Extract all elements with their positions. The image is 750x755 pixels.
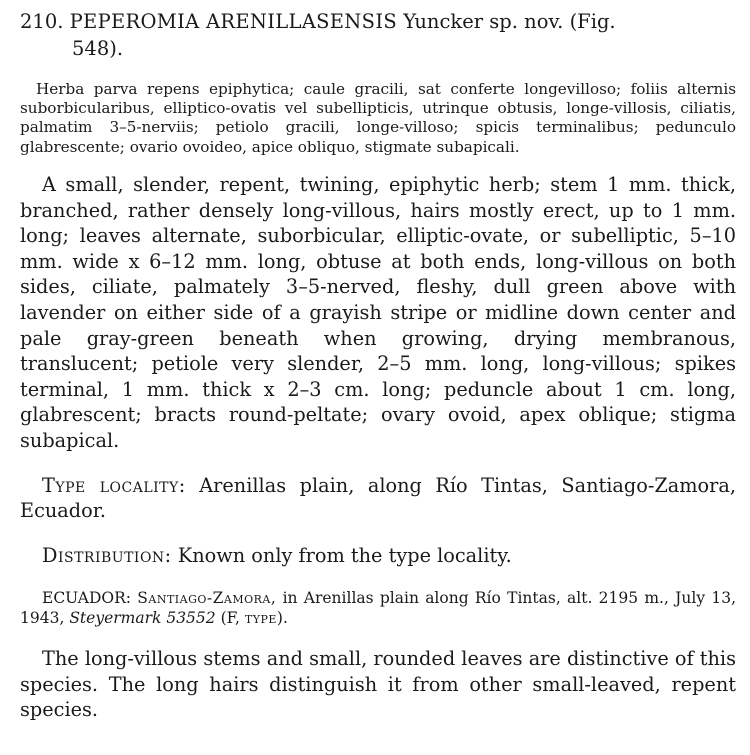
- distribution: [20, 543, 736, 569]
- species-number: 210.: [20, 10, 64, 33]
- specimen-citation: [20, 588, 736, 628]
- distribution-label: Distribution:: [42, 544, 172, 568]
- type-locality: [20, 473, 736, 524]
- document-page: [20, 0, 736, 742]
- species-name: PEPEROMIA ARENILLASENSIS: [69, 10, 397, 33]
- figure-reference: 548).: [72, 37, 124, 60]
- specimen-close: ).: [276, 609, 288, 628]
- distribution-text: Known only from the type locality.: [177, 544, 512, 568]
- specimen-province: Santiago-Zamora,: [137, 589, 277, 608]
- type-locality-label: Type locality:: [42, 473, 186, 497]
- specimen-locality: in Arenillas plain along Río Tintas, alt. 2195 m., July 13, 1943,: [20, 589, 736, 628]
- remark-paragraph: The long-villous stems and small, rounded leaves are distinctive of this species. The long hairs distinguish it from other small-leaved, repent species.: [20, 647, 736, 722]
- specimen-herbarium: (F,: [220, 609, 240, 628]
- specimen-collector: Steyermark 53552: [69, 609, 216, 628]
- species-author: Yuncker sp. nov. (Fig.: [403, 10, 616, 33]
- english-description: A small, slender, repent, twining, epiphytic herb; stem 1 mm. thick, branched, rather densely long-villous, hairs mostly erect, up to 1 mm. long; leaves alternate, suborbicular, elliptic-ovate, or subelliptic, 5–10 mm. wide x 6–12 mm. long, obtuse at both ends, long-villous on both sides, ciliate, palmately 3–5-nerved, fleshy, dull green above with lavender on either side of a grayish stripe or midline down center and pale gray-green beneath when growing, drying membranous, translucent; petiole very slender, 2–5 mm. long, long-villous; spikes terminal, 1 mm. thick x 2–3 cm. long; peduncle about 1 cm. long, glabrescent; bracts round-peltate; ovary ovoid, apex oblique; stigma subapical.: [20, 173, 736, 452]
- specimen-type-label: type: [244, 609, 277, 628]
- latin-diagnosis: Herba parva repens epiphytica; caule gracili, sat conferte longevilloso; foliis alternis suborbicularibus, elliptico-ovatis vel subellipticis, utrinque obtusis, longe-villosis, ciliatis, palmatim 3–5-nerviis; petiolo gracili, longe-villoso; spicis terminalibus; pedunculo glabrescente; ovario ovoideo, apice obliquo, stigmate subapicali.: [20, 80, 736, 156]
- specimen-country: ECUADOR:: [42, 589, 131, 608]
- type-locality-text: Arenillas plain, along Río Tintas, Santiago-Zamora, Ecuador.: [20, 473, 736, 523]
- species-heading: [20, 8, 736, 62]
